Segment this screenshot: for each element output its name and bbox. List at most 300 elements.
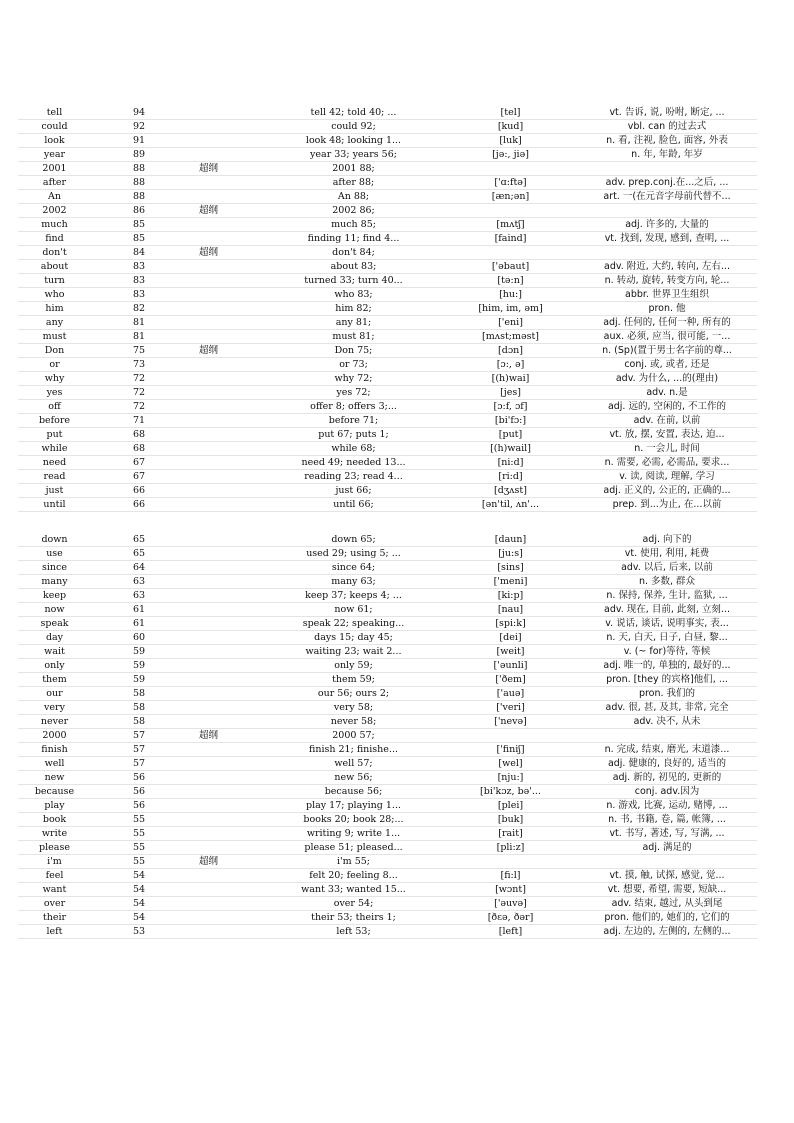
frequency-cell: 66: [91, 498, 187, 512]
phonetic-cell: [jə:, jiə]: [444, 148, 577, 162]
definition-cell: vt. 放, 摆, 安置, 表达, 迫...: [577, 428, 757, 442]
tag-cell: [187, 218, 263, 232]
tag-cell: [187, 176, 263, 190]
word-forms-cell: writing 9; write 1...: [263, 826, 444, 840]
tag-cell: [187, 588, 263, 602]
word-forms-cell: used 29; using 5; ...: [263, 546, 444, 560]
word-cell: write: [18, 826, 91, 840]
word-forms-cell: want 33; wanted 15...: [263, 882, 444, 896]
word-forms-cell: while 68;: [263, 442, 444, 456]
tag-cell: [187, 533, 263, 547]
table-row: [18, 896, 757, 910]
definition-cell: adj. 任何的, 任何一种, 所有的: [577, 316, 757, 330]
word-forms-cell: many 63;: [263, 574, 444, 588]
tag-cell: [187, 686, 263, 700]
frequency-cell: 59: [91, 644, 187, 658]
word-forms-cell: offer 8; offers 3;...: [263, 400, 444, 414]
tag-cell: [187, 330, 263, 344]
table-row: [18, 602, 757, 616]
frequency-cell: 81: [91, 330, 187, 344]
definition-cell: pron. 他: [577, 302, 757, 316]
word-cell: only: [18, 658, 91, 672]
tag-cell: [187, 106, 263, 120]
table-row: [18, 358, 757, 372]
tag-cell: 超纲: [187, 246, 263, 260]
frequency-cell: 65: [91, 533, 187, 547]
table-row: [18, 148, 757, 162]
tag-cell: [187, 386, 263, 400]
tag-cell: [187, 428, 263, 442]
word-cell: speak: [18, 616, 91, 630]
frequency-cell: 56: [91, 798, 187, 812]
word-forms-cell: just 66;: [263, 484, 444, 498]
definition-cell: adv. 为什么, ...的(理由): [577, 372, 757, 386]
tag-cell: [187, 274, 263, 288]
word-cell: over: [18, 896, 91, 910]
word-cell: Don: [18, 344, 91, 358]
word-cell: before: [18, 414, 91, 428]
word-cell: while: [18, 442, 91, 456]
table-row: [18, 700, 757, 714]
tag-cell: [187, 442, 263, 456]
table-row: [18, 470, 757, 484]
word-cell: why: [18, 372, 91, 386]
word-forms-cell: could 92;: [263, 120, 444, 134]
phonetic-cell: [luk]: [444, 134, 577, 148]
definition-cell: [577, 162, 757, 176]
phonetic-cell: [plei]: [444, 798, 577, 812]
word-forms-cell: An 88;: [263, 190, 444, 204]
definition-cell: pron. 我们的: [577, 686, 757, 700]
phonetic-cell: [tə:n]: [444, 274, 577, 288]
word-forms-cell: i'm 55;: [263, 854, 444, 868]
tag-cell: [187, 616, 263, 630]
definition-cell: vbl. can 的过去式: [577, 120, 757, 134]
tag-cell: [187, 414, 263, 428]
phonetic-cell: [ðεə, ðər]: [444, 910, 577, 924]
phonetic-cell: [hu:]: [444, 288, 577, 302]
word-cell: find: [18, 232, 91, 246]
definition-cell: conj. 或, 或者, 还是: [577, 358, 757, 372]
word-cell: or: [18, 358, 91, 372]
word-forms-cell: Don 75;: [263, 344, 444, 358]
definition-cell: adv. 结束, 越过, 从头到尾: [577, 896, 757, 910]
definition-cell: pron. [they 的宾格]他们, ...: [577, 672, 757, 686]
word-forms-cell: new 56;: [263, 770, 444, 784]
word-forms-cell: never 58;: [263, 714, 444, 728]
frequency-cell: 65: [91, 546, 187, 560]
tag-cell: [187, 658, 263, 672]
frequency-cell: 57: [91, 742, 187, 756]
word-forms-cell: waiting 23; wait 2...: [263, 644, 444, 658]
definition-cell: adv. 现在, 目前, 此刻, 立刻...: [577, 602, 757, 616]
definition-cell: v. 读, 阅读, 理解, 学习: [577, 470, 757, 484]
phonetic-cell: [(h)wai]: [444, 372, 577, 386]
phonetic-cell: [ən'til, ʌn'...: [444, 498, 577, 512]
word-cell: much: [18, 218, 91, 232]
table-row: [18, 456, 757, 470]
phonetic-cell: [ɔ:, ə]: [444, 358, 577, 372]
table-row: [18, 134, 757, 148]
word-cell: who: [18, 288, 91, 302]
table-row: [18, 854, 757, 868]
table-row: [18, 414, 757, 428]
table-row: [18, 330, 757, 344]
word-cell: wait: [18, 644, 91, 658]
word-cell: year: [18, 148, 91, 162]
definition-cell: aux. 必须, 应当, 很可能, 一...: [577, 330, 757, 344]
table-row: [18, 714, 757, 728]
frequency-cell: 63: [91, 574, 187, 588]
definition-cell: [577, 246, 757, 260]
definition-cell: adj. 远的, 空闲的, 不工作的: [577, 400, 757, 414]
definition-cell: v. (~ for)等待, 等候: [577, 644, 757, 658]
phonetic-cell: ['auə]: [444, 686, 577, 700]
frequency-cell: 85: [91, 232, 187, 246]
definition-cell: adv. n.是: [577, 386, 757, 400]
word-forms-cell: must 81;: [263, 330, 444, 344]
phonetic-cell: [pli:z]: [444, 840, 577, 854]
definition-cell: [577, 204, 757, 218]
frequency-cell: 56: [91, 770, 187, 784]
table-row: [18, 658, 757, 672]
word-forms-cell: them 59;: [263, 672, 444, 686]
tag-cell: [187, 784, 263, 798]
frequency-cell: 59: [91, 658, 187, 672]
phonetic-cell: [nju:]: [444, 770, 577, 784]
word-forms-cell: now 61;: [263, 602, 444, 616]
definition-cell: adj. 新的, 初见的, 更新的: [577, 770, 757, 784]
phonetic-cell: [dʒʌst]: [444, 484, 577, 498]
frequency-cell: 88: [91, 162, 187, 176]
phonetic-cell: [buk]: [444, 812, 577, 826]
phonetic-cell: [(h)wail]: [444, 442, 577, 456]
phonetic-cell: ['meni]: [444, 574, 577, 588]
frequency-cell: 55: [91, 812, 187, 826]
definition-cell: abbr. 世界卫生组织: [577, 288, 757, 302]
definition-cell: adj. 左边的, 左侧的, 左侧的...: [577, 924, 757, 938]
frequency-cell: 54: [91, 896, 187, 910]
table-row: [18, 630, 757, 644]
tag-cell: [187, 714, 263, 728]
table-row: [18, 616, 757, 630]
word-cell: please: [18, 840, 91, 854]
word-cell: yes: [18, 386, 91, 400]
tag-cell: [187, 470, 263, 484]
word-cell: put: [18, 428, 91, 442]
definition-cell: pron. 他们的, 她们的, 它们的: [577, 910, 757, 924]
word-cell: after: [18, 176, 91, 190]
word-cell: left: [18, 924, 91, 938]
frequency-cell: 66: [91, 484, 187, 498]
word-cell: 2002: [18, 204, 91, 218]
tag-cell: [187, 756, 263, 770]
word-forms-cell: only 59;: [263, 658, 444, 672]
phonetic-cell: [rait]: [444, 826, 577, 840]
frequency-cell: 64: [91, 560, 187, 574]
phonetic-cell: [bi'fɔ:]: [444, 414, 577, 428]
phonetic-cell: [him, im, əm]: [444, 302, 577, 316]
table-row: [18, 246, 757, 260]
word-cell: new: [18, 770, 91, 784]
frequency-cell: 88: [91, 176, 187, 190]
tag-cell: [187, 260, 263, 274]
frequency-cell: 58: [91, 700, 187, 714]
frequency-cell: 57: [91, 728, 187, 742]
frequency-cell: 58: [91, 686, 187, 700]
table-row: [18, 498, 757, 512]
phonetic-cell: [fi:l]: [444, 868, 577, 882]
definition-cell: adj. 健康的, 良好的, 适当的: [577, 756, 757, 770]
phonetic-cell: [bi'kɔz, bə'...: [444, 784, 577, 798]
table-row: [18, 812, 757, 826]
table-row: [18, 204, 757, 218]
phonetic-cell: [daun]: [444, 533, 577, 547]
phonetic-cell: ['eni]: [444, 316, 577, 330]
word-cell: look: [18, 134, 91, 148]
phonetic-cell: [spi:k]: [444, 616, 577, 630]
frequency-cell: 63: [91, 588, 187, 602]
vocabulary-sheet: [18, 106, 745, 939]
word-cell: must: [18, 330, 91, 344]
tag-cell: [187, 644, 263, 658]
table-row: [18, 672, 757, 686]
tag-cell: [187, 574, 263, 588]
tag-cell: 超纲: [187, 204, 263, 218]
definition-cell: adv. 附近, 大约, 转向, 左右...: [577, 260, 757, 274]
frequency-cell: 54: [91, 868, 187, 882]
word-cell: tell: [18, 106, 91, 120]
table-row: [18, 484, 757, 498]
phonetic-cell: [nau]: [444, 602, 577, 616]
word-forms-cell: 2000 57;: [263, 728, 444, 742]
frequency-cell: 73: [91, 358, 187, 372]
word-forms-cell: our 56; ours 2;: [263, 686, 444, 700]
phonetic-cell: [jes]: [444, 386, 577, 400]
table-row: [18, 770, 757, 784]
definition-cell: prep. 到...为止, 在...以前: [577, 498, 757, 512]
definition-cell: conj. adv.因为: [577, 784, 757, 798]
word-cell: use: [18, 546, 91, 560]
frequency-cell: 86: [91, 204, 187, 218]
phonetic-cell: [kud]: [444, 120, 577, 134]
word-forms-cell: year 33; years 56;: [263, 148, 444, 162]
definition-cell: art. 一(在元音字母前代替不...: [577, 190, 757, 204]
tag-cell: 超纲: [187, 854, 263, 868]
frequency-cell: 94: [91, 106, 187, 120]
word-cell: since: [18, 560, 91, 574]
word-cell: need: [18, 456, 91, 470]
frequency-cell: 61: [91, 616, 187, 630]
table-row: [18, 106, 757, 120]
word-forms-cell: about 83;: [263, 260, 444, 274]
table-row: [18, 742, 757, 756]
word-forms-cell: books 20; book 28;...: [263, 812, 444, 826]
table-row: [18, 910, 757, 924]
word-cell: just: [18, 484, 91, 498]
definition-cell: n. 书, 书籍, 卷, 篇, 帐簿, ...: [577, 812, 757, 826]
word-forms-cell: because 56;: [263, 784, 444, 798]
word-forms-cell: finding 11; find 4...: [263, 232, 444, 246]
phonetic-cell: [ki:p]: [444, 588, 577, 602]
section-gap: [18, 512, 757, 533]
phonetic-cell: [ju:s]: [444, 546, 577, 560]
phonetic-cell: [wɔnt]: [444, 882, 577, 896]
table-row: [18, 162, 757, 176]
tag-cell: [187, 120, 263, 134]
phonetic-cell: [tel]: [444, 106, 577, 120]
definition-cell: adv. 以后, 后来, 以前: [577, 560, 757, 574]
word-forms-cell: turned 33; turn 40...: [263, 274, 444, 288]
tag-cell: [187, 910, 263, 924]
word-cell: book: [18, 812, 91, 826]
table-row: [18, 882, 757, 896]
phonetic-cell: [æn;ən]: [444, 190, 577, 204]
tag-cell: [187, 742, 263, 756]
word-forms-cell: him 82;: [263, 302, 444, 316]
word-forms-cell: very 58;: [263, 700, 444, 714]
frequency-cell: 72: [91, 386, 187, 400]
tag-cell: [187, 924, 263, 938]
frequency-cell: 55: [91, 854, 187, 868]
tag-cell: [187, 826, 263, 840]
phonetic-cell: [sins]: [444, 560, 577, 574]
tag-cell: [187, 798, 263, 812]
word-forms-cell: play 17; playing 1...: [263, 798, 444, 812]
table-row: [18, 644, 757, 658]
vocabulary-table-body: [18, 106, 757, 938]
phonetic-cell: [put]: [444, 428, 577, 442]
phonetic-cell: [dei]: [444, 630, 577, 644]
definition-cell: adj. 正义的, 公正的, 正确的...: [577, 484, 757, 498]
frequency-cell: 82: [91, 302, 187, 316]
word-cell: until: [18, 498, 91, 512]
phonetic-cell: [mʌst;məst]: [444, 330, 577, 344]
tag-cell: [187, 896, 263, 910]
frequency-cell: 84: [91, 246, 187, 260]
word-cell: keep: [18, 588, 91, 602]
tag-cell: [187, 484, 263, 498]
tag-cell: [187, 630, 263, 644]
definition-cell: n. 完成, 结束, 磨光, 末道漆...: [577, 742, 757, 756]
word-forms-cell: much 85;: [263, 218, 444, 232]
word-forms-cell: before 71;: [263, 414, 444, 428]
tag-cell: [187, 546, 263, 560]
word-cell: play: [18, 798, 91, 812]
table-row: [18, 386, 757, 400]
frequency-cell: 53: [91, 924, 187, 938]
frequency-cell: 67: [91, 470, 187, 484]
definition-cell: n. 看, 注视, 脸色, 面容, 外表: [577, 134, 757, 148]
word-forms-cell: felt 20; feeling 8...: [263, 868, 444, 882]
frequency-cell: 72: [91, 372, 187, 386]
tag-cell: [187, 456, 263, 470]
word-forms-cell: don't 84;: [263, 246, 444, 260]
word-cell: now: [18, 602, 91, 616]
table-row: [18, 260, 757, 274]
word-cell: him: [18, 302, 91, 316]
word-forms-cell: speak 22; speaking...: [263, 616, 444, 630]
word-cell: read: [18, 470, 91, 484]
frequency-cell: 67: [91, 456, 187, 470]
definition-cell: n. 天, 白天, 日子, 白昼, 黎...: [577, 630, 757, 644]
table-row: [18, 218, 757, 232]
tag-cell: [187, 840, 263, 854]
phonetic-cell: ['əbaut]: [444, 260, 577, 274]
tag-cell: [187, 232, 263, 246]
word-cell: very: [18, 700, 91, 714]
frequency-cell: 71: [91, 414, 187, 428]
table-row: [18, 798, 757, 812]
word-cell: feel: [18, 868, 91, 882]
frequency-cell: 61: [91, 602, 187, 616]
frequency-cell: 55: [91, 840, 187, 854]
definition-cell: adv. 决不, 从未: [577, 714, 757, 728]
phonetic-cell: [mʌtʃ]: [444, 218, 577, 232]
definition-cell: adv. 很, 甚, 及其, 非常, 完全: [577, 700, 757, 714]
tag-cell: [187, 882, 263, 896]
definition-cell: n. 多数, 群众: [577, 574, 757, 588]
frequency-cell: 83: [91, 288, 187, 302]
phonetic-cell: [444, 854, 577, 868]
word-forms-cell: any 81;: [263, 316, 444, 330]
word-forms-cell: who 83;: [263, 288, 444, 302]
word-forms-cell: put 67; puts 1;: [263, 428, 444, 442]
frequency-cell: 91: [91, 134, 187, 148]
word-cell: 2001: [18, 162, 91, 176]
definition-cell: vt. 找到, 发现, 感到, 查明, ...: [577, 232, 757, 246]
word-cell: i'm: [18, 854, 91, 868]
word-forms-cell: yes 72;: [263, 386, 444, 400]
frequency-cell: 81: [91, 316, 187, 330]
phonetic-cell: [ri:d]: [444, 470, 577, 484]
table-row: [18, 274, 757, 288]
word-cell: want: [18, 882, 91, 896]
word-forms-cell: down 65;: [263, 533, 444, 547]
table-row: [18, 686, 757, 700]
definition-cell: vt. 书写, 著述, 写, 写满, ...: [577, 826, 757, 840]
frequency-cell: 60: [91, 630, 187, 644]
definition-cell: v. 说话, 谈话, 说明事实, 表...: [577, 616, 757, 630]
phonetic-cell: ['əunli]: [444, 658, 577, 672]
table-row: [18, 826, 757, 840]
tag-cell: [187, 316, 263, 330]
definition-cell: adv. 在前, 以前: [577, 414, 757, 428]
table-row: [18, 784, 757, 798]
table-row: [18, 400, 757, 414]
word-forms-cell: need 49; needed 13...: [263, 456, 444, 470]
phonetic-cell: ['veri]: [444, 700, 577, 714]
phonetic-cell: [ɔ:f, ɔf]: [444, 400, 577, 414]
definition-cell: n. 一会儿, 时间: [577, 442, 757, 456]
definition-cell: vt. 使用, 利用, 耗费: [577, 546, 757, 560]
tag-cell: 超纲: [187, 728, 263, 742]
word-cell: because: [18, 784, 91, 798]
tag-cell: [187, 148, 263, 162]
tag-cell: [187, 602, 263, 616]
table-row: [18, 574, 757, 588]
table-row: [18, 728, 757, 742]
tag-cell: [187, 400, 263, 414]
table-row: [18, 533, 757, 547]
table-row: [18, 868, 757, 882]
table-row: [18, 232, 757, 246]
word-cell: day: [18, 630, 91, 644]
phonetic-cell: [444, 246, 577, 260]
word-forms-cell: keep 37; keeps 4; ...: [263, 588, 444, 602]
tag-cell: [187, 812, 263, 826]
word-forms-cell: look 48; looking 1...: [263, 134, 444, 148]
